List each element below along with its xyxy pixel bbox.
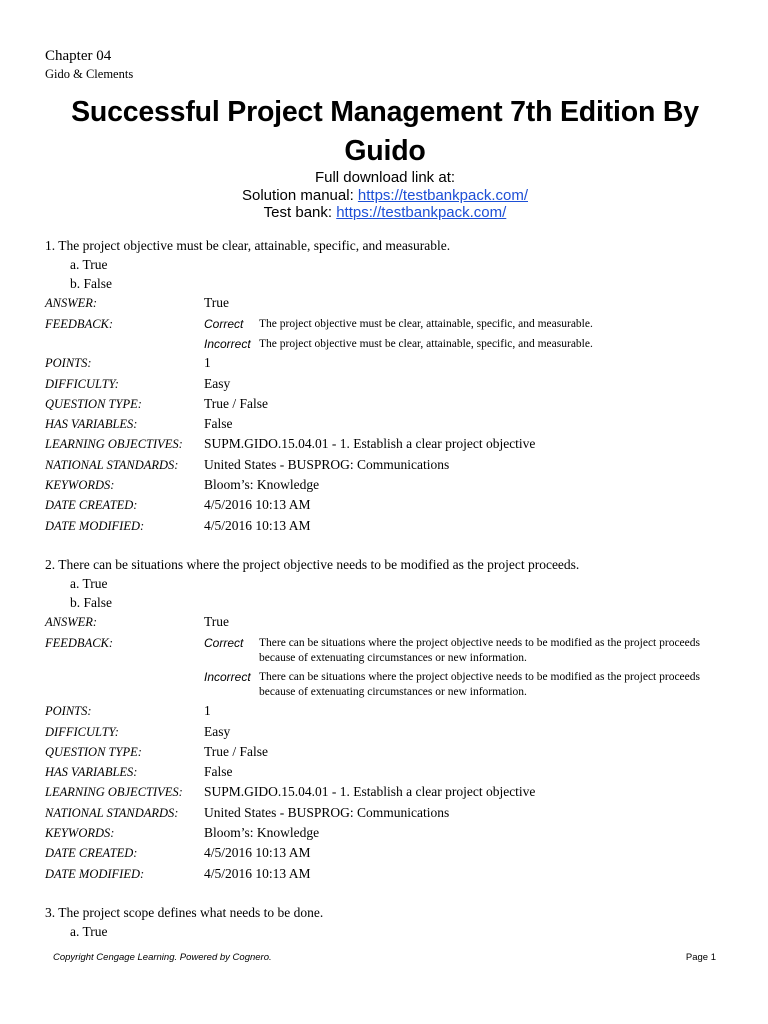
field-label: POINTS:: [45, 704, 92, 719]
field-label: ANSWER:: [45, 296, 98, 310]
question-1: [45, 236, 725, 536]
field-label: NATIONAL STANDARDS:: [45, 805, 179, 820]
answer-row: [45, 293, 725, 313]
answer-option: a. True: [70, 924, 108, 939]
keywords-value: Bloom’s: Knowledge: [204, 477, 320, 493]
field-label: NATIONAL STANDARDS:: [45, 457, 179, 472]
difficulty-value: Easy: [204, 375, 231, 391]
points-row: [45, 701, 725, 721]
chapter-label: Chapter 04: [45, 48, 112, 64]
feedback-incorrect: [204, 667, 725, 701]
feedback-block: [45, 633, 725, 701]
answer-value: True: [204, 614, 230, 629]
field-label: KEYWORDS:: [45, 478, 115, 493]
feedback-block: [45, 314, 725, 353]
field-label: POINTS:: [45, 356, 92, 371]
points-row: [45, 353, 725, 373]
has-variables-row: [45, 414, 725, 434]
page-number: Page 1: [685, 952, 716, 963]
feedback-text: The project objective must be clear, attainable, specific, and measurable.: [259, 337, 593, 350]
answer-option: b. False: [70, 595, 112, 610]
question-3: [45, 903, 725, 941]
feedback-key: Correct: [204, 317, 244, 332]
difficulty-value: Easy: [204, 723, 231, 739]
field-label: DATE CREATED:: [45, 498, 138, 513]
solution-manual-link[interactable]: https://testbankpack.com/: [357, 186, 528, 204]
answer-row: [45, 612, 725, 632]
document-title: Successful Project Management 7th Edition By Guido: [71, 96, 699, 167]
learning-objectives-row: [45, 782, 725, 802]
field-label: KEYWORDS:: [45, 826, 115, 841]
document-header: [45, 47, 133, 82]
answer-value: True: [204, 295, 230, 310]
question-stem: 1. The project objective must be clear, attainable, specific, and measurable.: [45, 238, 451, 253]
question-type-row: [45, 394, 725, 414]
date-modified-row: [45, 516, 725, 536]
keywords-row: [45, 823, 725, 843]
feedback-correct: [204, 633, 725, 667]
test-bank-label: Test bank:: [263, 204, 337, 221]
national-standards-value: United States - BUSPROG: Communications: [204, 804, 450, 820]
question-stem: 2. There can be situations where the project objective needs to be modified as the project proceeds.: [45, 557, 580, 572]
feedback-key: Correct: [204, 636, 244, 651]
field-label: LEARNING OBJECTIVES:: [45, 437, 183, 452]
field-label: ANSWER:: [45, 615, 98, 629]
field-label: DATE MODIFIED:: [45, 866, 145, 881]
feedback-incorrect: [204, 334, 725, 354]
date-modified-row: [45, 864, 725, 884]
field-label: DATE CREATED:: [45, 846, 138, 861]
difficulty-row: [45, 722, 725, 742]
date-modified-value: 4/5/2016 10:13 AM: [204, 517, 311, 533]
has-variables-value: False: [204, 416, 233, 432]
feedback-text: There can be situations where the project objective needs to be modified as the project proceeds because of extenuating circumstances or new information.: [259, 637, 700, 664]
feedback-key: Incorrect: [204, 336, 251, 351]
points-value: 1: [204, 355, 211, 371]
answer-option: a. True: [70, 257, 108, 272]
points-value: 1: [204, 703, 211, 719]
field-label: HAS VARIABLES:: [45, 765, 138, 780]
learning-objectives-value: SUPM.GIDO.15.04.01 - 1. Establish a clear project objective: [204, 436, 536, 452]
authors-label: Gido & Clements: [45, 67, 134, 81]
solution-manual-line: [40, 187, 730, 205]
test-bank-link[interactable]: https://testbankpack.com/: [336, 204, 507, 221]
question-type-value: True / False: [204, 743, 269, 759]
difficulty-row: [45, 374, 725, 394]
national-standards-row: [45, 803, 725, 823]
question-type-value: True / False: [204, 395, 269, 411]
field-label: FEEDBACK:: [45, 317, 114, 332]
download-links: [40, 169, 730, 222]
field-label: DIFFICULTY:: [45, 376, 119, 391]
test-bank-line: [40, 204, 730, 222]
solution-manual-label: Solution manual:: [242, 186, 358, 204]
field-label: DATE MODIFIED:: [45, 518, 145, 533]
field-label: QUESTION TYPE:: [45, 396, 142, 411]
answer-option: a. True: [70, 576, 108, 591]
date-created-value: 4/5/2016 10:13 AM: [204, 497, 311, 513]
feedback-correct: [204, 314, 725, 334]
national-standards-value: United States - BUSPROG: Communications: [204, 456, 450, 472]
date-modified-value: 4/5/2016 10:13 AM: [204, 865, 311, 881]
has-variables-row: [45, 762, 725, 782]
field-label: DIFFICULTY:: [45, 724, 119, 739]
keywords-row: [45, 475, 725, 495]
keywords-value: Bloom’s: Knowledge: [204, 825, 320, 841]
has-variables-value: False: [204, 764, 233, 780]
learning-objectives-value: SUPM.GIDO.15.04.01 - 1. Establish a clear project objective: [204, 784, 536, 800]
field-label: HAS VARIABLES:: [45, 417, 138, 432]
download-intro: Full download link at:: [314, 169, 456, 186]
answer-option: b. False: [70, 276, 112, 291]
field-label: LEARNING OBJECTIVES:: [45, 785, 183, 800]
learning-objectives-row: [45, 434, 725, 454]
date-created-value: 4/5/2016 10:13 AM: [204, 845, 311, 861]
question-type-row: [45, 742, 725, 762]
question-stem: 3. The project scope defines what needs to be done.: [45, 905, 324, 920]
national-standards-row: [45, 455, 725, 475]
date-created-row: [45, 495, 725, 515]
feedback-text: The project objective must be clear, attainable, specific, and measurable.: [259, 318, 593, 331]
copyright-text: Copyright Cengage Learning. Powered by Cognero.: [53, 952, 272, 963]
field-label: QUESTION TYPE:: [45, 744, 142, 759]
feedback-key: Incorrect: [204, 670, 251, 685]
feedback-text: There can be situations where the project objective needs to be modified as the project proceeds because of extenuating circumstances or new information.: [259, 671, 700, 698]
date-created-row: [45, 843, 725, 863]
field-label: FEEDBACK:: [45, 636, 114, 651]
question-2: [45, 555, 725, 884]
